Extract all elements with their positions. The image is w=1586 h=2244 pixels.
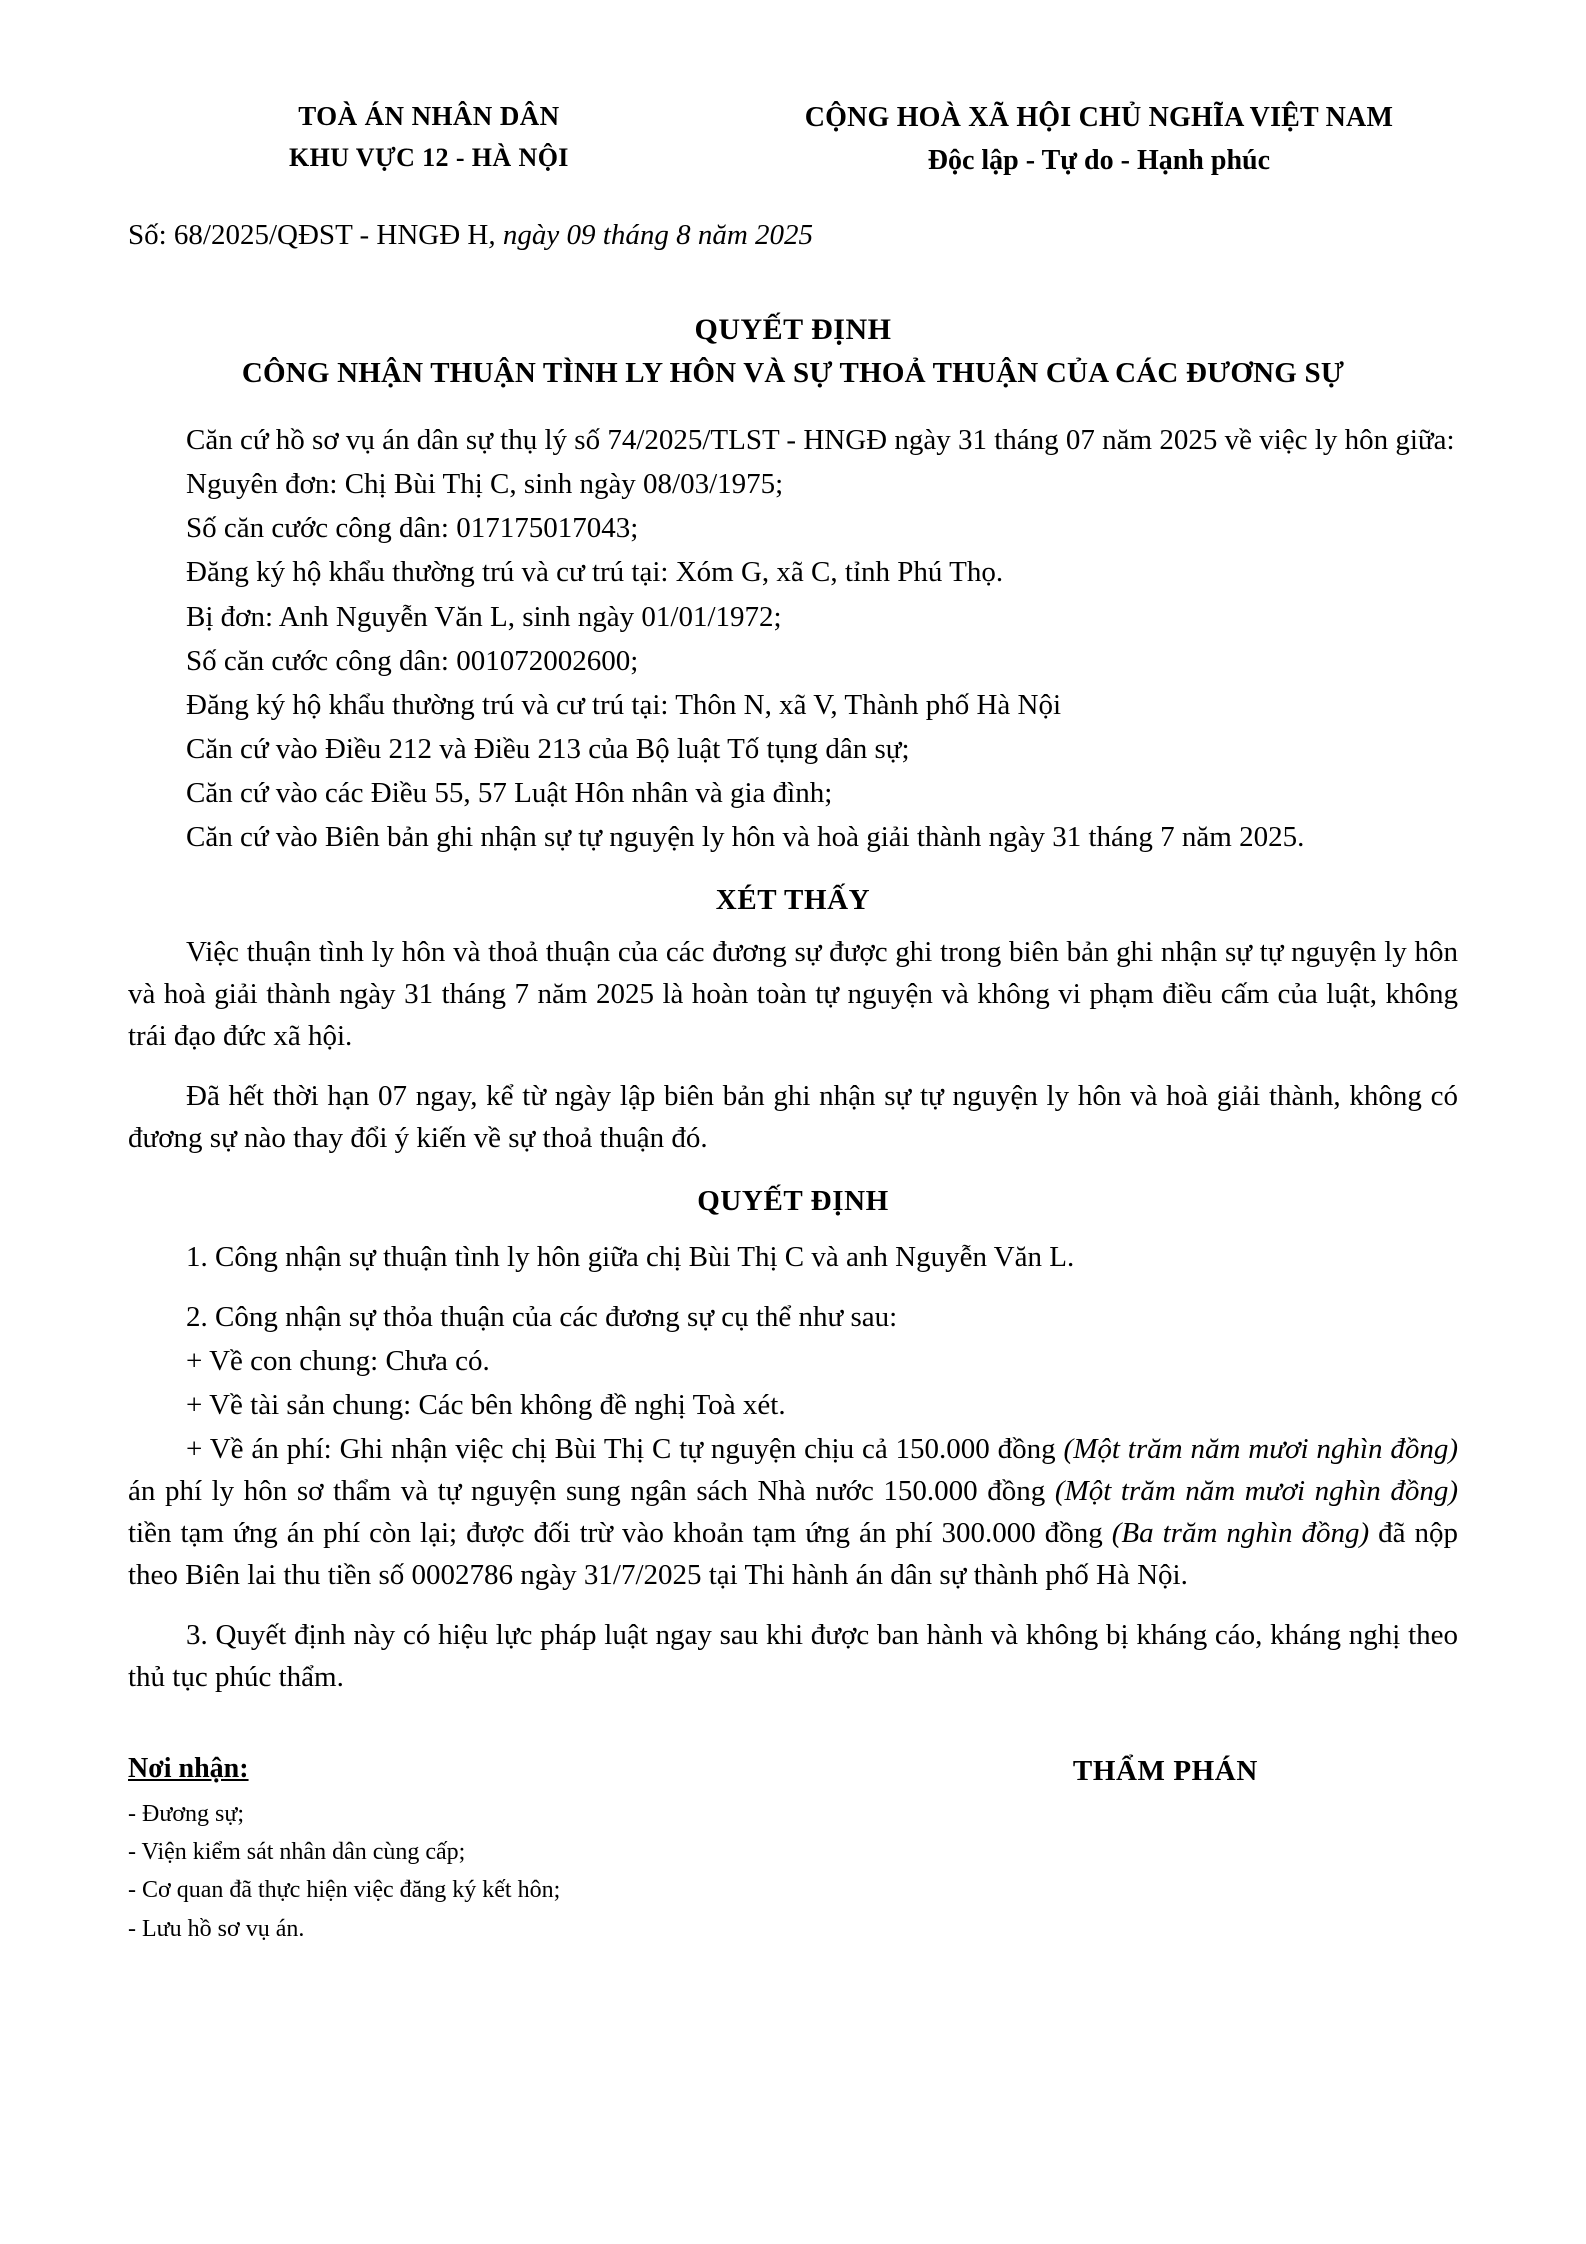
page-title: QUYẾT ĐỊNH [694, 312, 892, 346]
legal-basis-3: Căn cứ vào Biên bản ghi nhận sự tự nguyện ly hôn và hoà giải thành ngày 31 tháng 7 năm 2025. [186, 820, 1305, 853]
page-subtitle: CÔNG NHẬN THUẬN TÌNH LY HÔN VÀ SỰ THOẢ THUẬN CỦA CÁC ĐƯƠNG SỰ [241, 357, 1345, 390]
document-number-line [128, 214, 1458, 258]
case-basis-paragraph: Căn cứ hồ sơ vụ án dân sự thụ lý số 74/2025/TLST - HNGĐ ngày 31 tháng 07 năm 2025 về việc ly hôn giữa: [186, 424, 1455, 457]
recipients-block [128, 1753, 873, 1949]
list-item: - Lưu hồ sơ vụ án. [128, 1915, 305, 1942]
defendant-address: Đăng ký hộ khẩu thường trú và cư trú tại: Thôn N, xã V, Thành phố Hà Nội [186, 688, 1062, 721]
national-motto: Độc lập - Tự do - Hạnh phúc [927, 145, 1271, 177]
court-name-line1: TOÀ ÁN NHÂN DÂN [298, 101, 560, 131]
section-heading-consideration: XÉT THẤY [715, 883, 871, 916]
list-item: - Cơ quan đã thực hiện việc đăng ký kết hôn; [128, 1877, 561, 1904]
list-item: - Đương sự; [128, 1800, 245, 1827]
document-date: , ngày 09 tháng 8 năm 2025 [488, 219, 814, 252]
consideration-paragraph-1: Việc thuận tình ly hôn và thoả thuận của các đương sự được ghi trong biên bản ghi nhận sự tự nguyện ly hôn và hoà giải thành ngày 31 tháng 7 năm 2025 là hoàn toàn tự nguyện và không vi phạm điều cấm của luật, không trái đạo đức xã hội. [128, 935, 1458, 1052]
fee-amount-words-2: (Một trăm năm mươi nghìn đồng) [1054, 1475, 1458, 1508]
fee-text-2: án phí ly hôn sơ thẩm và tự nguyện sung ngân sách Nhà nước 150.000 đồng [128, 1475, 1055, 1508]
decision-item-2b-property: + Về tài sản chung: Các bên không đề nghị Toà xét. [186, 1389, 786, 1422]
fee-amount-words-3: (Ba trăm nghìn đồng) [1111, 1517, 1370, 1550]
plaintiff-address: Đăng ký hộ khẩu thường trú và cư trú tại: Xóm G, xã C, tỉnh Phú Thọ. [186, 556, 1004, 589]
fee-text-4: đã nộp theo Biên lai thu tiền số 0002786 ngày 31/7/2025 tại Thi hành án dân sự thành phố Hà Nội. [128, 1517, 1459, 1592]
document-footer [128, 1753, 1458, 1949]
national-name: CỘNG HOÀ XÃ HỘI CHỦ NGHĨA VIỆT NAM [804, 102, 1394, 133]
signature-block [873, 1753, 1458, 1788]
decision-item-2a-children: + Về con chung: Chưa có. [186, 1345, 490, 1378]
fee-text-1: + Về án phí: Ghi nhận việc chị Bùi Thị C tự nguyện chịu cả 150.000 đồng [186, 1433, 1064, 1466]
decision-item-1: 1. Công nhận sự thuận tình ly hôn giữa chị Bùi Thị C và anh Nguyễn Văn L. [186, 1241, 1075, 1274]
plaintiff-name: Nguyên đơn: Chị Bùi Thị C, sinh ngày 08/03/1975; [186, 468, 784, 501]
defendant-name: Bị đơn: Anh Nguyễn Văn L, sinh ngày 01/01/1972; [186, 600, 782, 633]
legal-basis-1: Căn cứ vào Điều 212 và Điều 213 của Bộ luật Tố tụng dân sự; [186, 732, 910, 765]
fee-text-3: tiền tạm ứng án phí còn lại; được đối trừ vào khoản tạm ứng án phí 300.000 đồng [128, 1517, 1112, 1550]
national-block [740, 96, 1458, 184]
consideration-paragraph-2: Đã hết thời hạn 07 ngay, kể từ ngày lập biên bản ghi nhận sự tự nguyện ly hôn và hoà giải thành, không có đương sự nào thay đổi ý kiến về sự thoả thuận đó. [128, 1079, 1458, 1154]
judge-title: THẨM PHÁN [1072, 1754, 1258, 1787]
defendant-id: Số căn cước công dân: 001072002600; [186, 644, 639, 677]
legal-basis-2: Căn cứ vào các Điều 55, 57 Luật Hôn nhân và gia đình; [186, 776, 833, 809]
court-block [128, 96, 740, 178]
decision-item-3: 3. Quyết định này có hiệu lực pháp luật ngay sau khi được ban hành và không bị kháng cáo, kháng nghị theo thủ tục phúc thẩm. [128, 1619, 1458, 1694]
plaintiff-id: Số căn cước công dân: 017175017043; [186, 512, 639, 545]
fee-amount-words-1: (Một trăm năm mươi nghìn đồng) [1063, 1433, 1458, 1466]
court-name-line2: KHU VỰC 12 - HÀ NỘI [288, 142, 569, 172]
decision-item-2c-court-fee [128, 1428, 1458, 1596]
decision-item-2: 2. Công nhận sự thỏa thuận của các đương sự cụ thể như sau: [186, 1301, 898, 1334]
recipients-title: Nơi nhận: [128, 1752, 249, 1784]
document-header [128, 96, 1458, 184]
document-number: Số: 68/2025/QĐST - HNGĐ H [128, 219, 489, 252]
list-item: - Viện kiểm sát nhân dân cùng cấp; [128, 1838, 466, 1865]
section-heading-decision: QUYẾT ĐỊNH [697, 1185, 889, 1218]
